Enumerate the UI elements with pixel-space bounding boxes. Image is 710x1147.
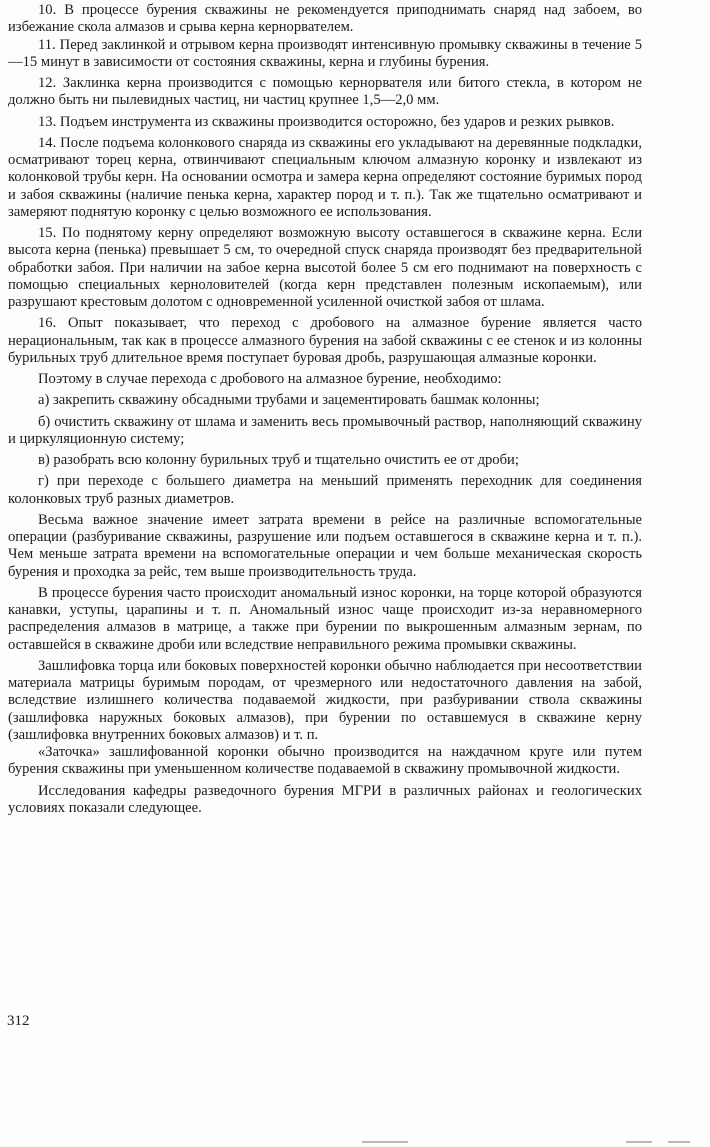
- paragraph-therefore: Поэтому в случае перехода с дробового на алмазное бурение, необходимо:: [38, 371, 502, 387]
- page-number: 312: [7, 1013, 30, 1029]
- paragraph-polishing: Зашлифовка торца или боковых поверхностей коронки обычно наблюдается при несоответствии материала матрицы буримым породам, от чрезмерного или недостаточного давления на забой, вследствие излишнего количества подаваемой жидкости, при разбуривании ствола скважины (зашлифовка наружных боковых алмазов), при бурении по оставшемуся в скважине керну (зашлифовка внутренних боковых алмазов) и т. п.: [8, 657, 642, 743]
- paragraph-sharpening: «Заточка» зашлифованной коронки обычно производится на наждачном круге или путем бурения скважины при уменьшенном количестве подаваемой в скважину промывочной жидкости.: [8, 744, 642, 778]
- paragraph-16: 16. Опыт показывает, что переход с дробового на алмазное бурение является часто нерациональным, так как в процессе алмазного бурения на забой скважины с ее стенок и из колонны бурильных труб длительное время поступает буровая дробь, разрушающая алмазные коронки.: [8, 315, 642, 366]
- list-item-a: а) закрепить скважину обсадными трубами и зацементировать башмак колонны;: [38, 392, 540, 409]
- paragraph-13: 13. Подъем инструмента из скважины производится осторожно, без ударов и резких рывков.: [38, 113, 615, 130]
- list-item-b: б) очистить скважину от шлама и заменить весь промывочный раствор, наполняющий скважину и циркуляционную систему;: [8, 413, 642, 447]
- scan-edge-mark: [362, 1141, 408, 1143]
- paragraph-11: 11. Перед заклинкой и отрывом керна производят интенсивную промывку скважины в течение 5—15 минут в зависимости от состояния скважины, керна и глубины бурения.: [8, 36, 642, 70]
- list-item-v: в) разобрать всю колонну бурильных труб и тщательно очистить ее от дроби;: [38, 452, 519, 468]
- paragraph-14: 14. После подъема колонкового снаряда из скважины его укладывают на деревянные подкладки, осматривают торец керна, отвинчивают специальным ключом алмазную коронку и извлекают из колонковой трубы керн. На основании осмотра и замера керна определяют состояние буримых пород и забоя скважины (наличие пенька керна, характер пород и т. п.). Так же тщательно осматривают и замеряют поднятую коронку с целью возможного ее использования.: [8, 134, 642, 220]
- scan-edge-mark: [668, 1141, 690, 1143]
- scan-edge-mark: [626, 1141, 652, 1143]
- paragraph-trip-time: Весьма важное значение имеет затрата времени в рейсе на различные вспомогательные операции (разбуривание скважины, разрушение или подъем оставшегося в скважине керна и т. п.). Чем меньше затрата времени на вспомогательные операции и чем больше механическая скорость бурения и проходка за рейс, тем выше производительность труда.: [8, 511, 642, 580]
- list-item-g: г) при переходе с большего диаметра на меньший применять переходник для соединения колонковых труб разных диаметров.: [8, 473, 642, 507]
- body-text: [8, 2, 642, 817]
- paragraph-15: 15. По поднятому керну определяют возможную высоту оставшегося в скважине керна. Если высота керна (пенька) превышает 5 см, то очередной спуск снаряда производят без предварительной обработки забоя. При наличии на забое керна высотой более 5 см его поднимают на поверхность с помощью специальных керноловителей (когда керн представлен полезным ископаемым), или разрушают крестовым долотом с одновременной усиленной очисткой забоя от шлама.: [8, 225, 642, 310]
- paragraph-research: Исследования кафедры разведочного бурения МГРИ в различных районах и геологических условиях показали следующее.: [8, 782, 642, 816]
- paragraph-abnormal-wear: В процессе бурения часто происходит аномальный износ коронки, на торце которой образуются канавки, уступы, царапины и т. п. Аномальный износ чаще происходит из-за неравномерного распределения алмазов в матрице, а также при бурении по выкрошенным алмазным зернам, по оставшейся в скважине дроби или вследствие неправильного режима промывки скважины.: [8, 584, 642, 653]
- paragraph-10: 10. В процессе бурения скважины не рекомендуется приподнимать снаряд над забоем, во избежание скола алмазов и срыва керна кернорвателем.: [8, 2, 642, 36]
- paragraph-12: 12. Заклинка керна производится с помощью кернорвателя или битого стекла, в котором не должно быть ни пылевидных частиц, ни частиц крупнее 1,5—2,0 мм.: [8, 75, 642, 109]
